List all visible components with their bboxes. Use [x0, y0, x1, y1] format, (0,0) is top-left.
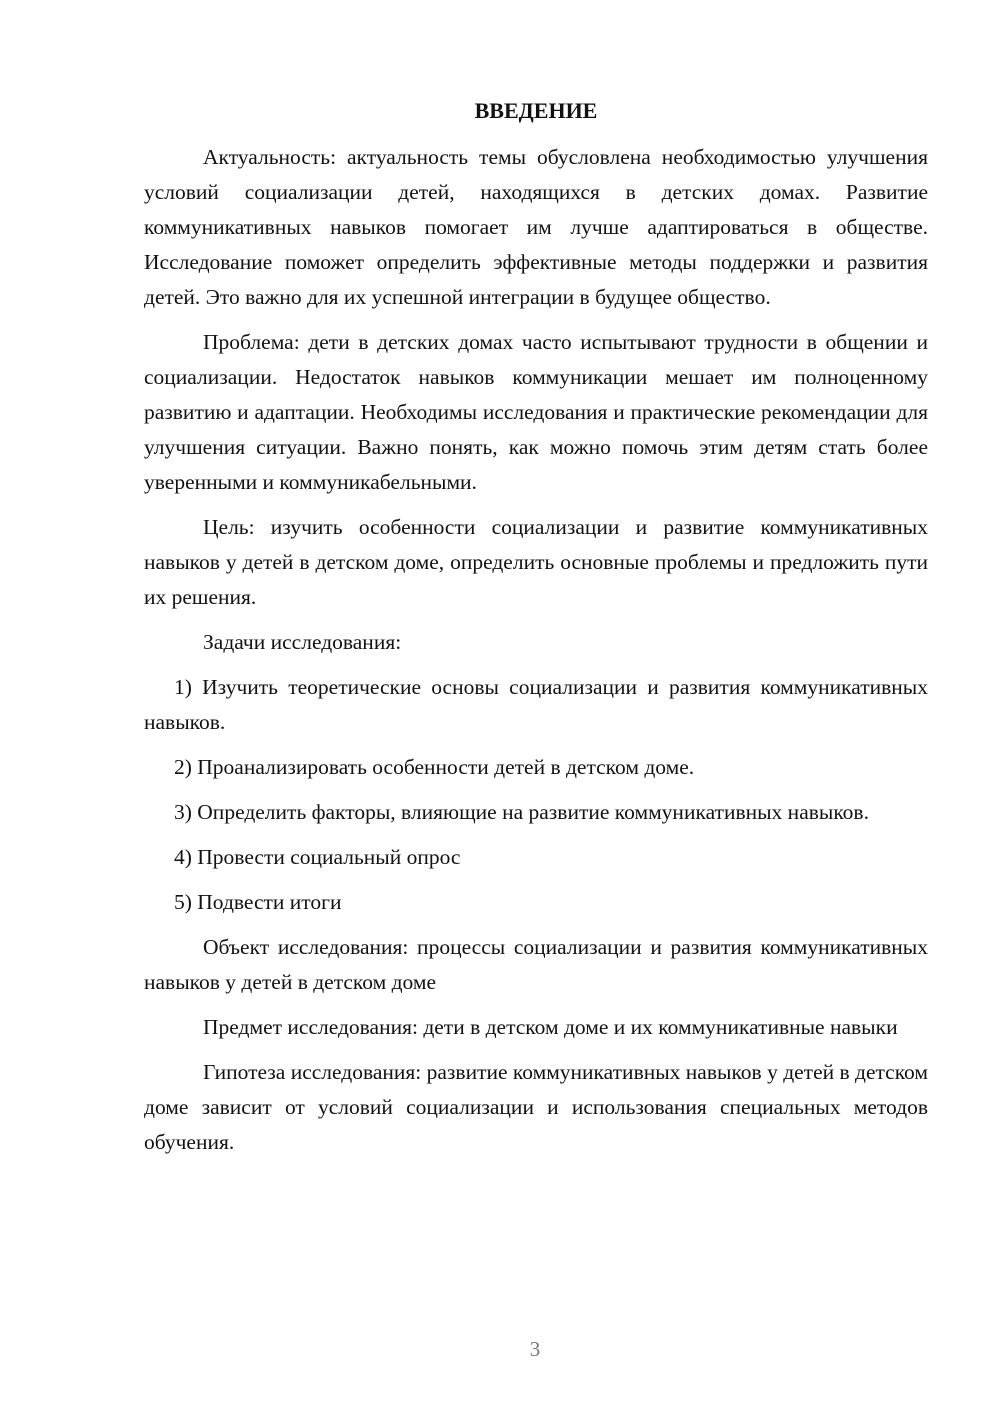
- task-item-1: 1) Изучить теоретические основы социализации и развития коммуникативных навыков.: [144, 675, 928, 734]
- paragraph-object: Объект исследования: процессы социализации и развития коммуникативных навыков у детей в детском доме: [144, 935, 928, 994]
- tasks-heading: Задачи исследования:: [203, 630, 402, 654]
- task-item-3: 3) Определить факторы, влияющие на развитие коммуникативных навыков.: [174, 800, 869, 824]
- paragraph-relevance: Актуальность: актуальность темы обусловлена необходимостью улучшения условий социализации детей, находящихся в детских домах. Развитие коммуникативных навыков помогает им лучше адаптироваться в обществе. Исследование поможет определить эффективные методы поддержки и развития детей. Это важно для их успешной интеграции в будущее общество.: [144, 145, 928, 309]
- task-item-5: 5) Подвести итоги: [174, 890, 342, 914]
- paragraph-goal: Цель: изучить особенности социализации и развитие коммуникативных навыков у детей в детском доме, определить основные проблемы и предложить пути их решения.: [144, 515, 928, 609]
- page-number: 3: [529, 1337, 541, 1361]
- page-content: [144, 93, 928, 1160]
- paragraph-subject: Предмет исследования: дети в детском доме и их коммуникативные навыки: [203, 1015, 898, 1039]
- paragraph-problem: Проблема: дети в детских домах часто испытывают трудности в общении и социализации. Недостаток навыков коммуникации мешает им полноценному развитию и адаптации. Необходимы исследования и практические рекомендации для улучшения ситуации. Важно понять, как можно помочь этим детям стать более уверенными и коммуникабельными.: [144, 330, 928, 494]
- paragraph-hypothesis: Гипотеза исследования: развитие коммуникативных навыков у детей в детском доме зависит от условий социализации и использования специальных методов обучения.: [144, 1060, 929, 1154]
- task-item-4: 4) Провести социальный опрос: [174, 845, 461, 869]
- section-heading: ВВЕДЕНИЕ: [474, 98, 598, 123]
- task-item-2: 2) Проанализировать особенности детей в детском доме.: [174, 755, 695, 779]
